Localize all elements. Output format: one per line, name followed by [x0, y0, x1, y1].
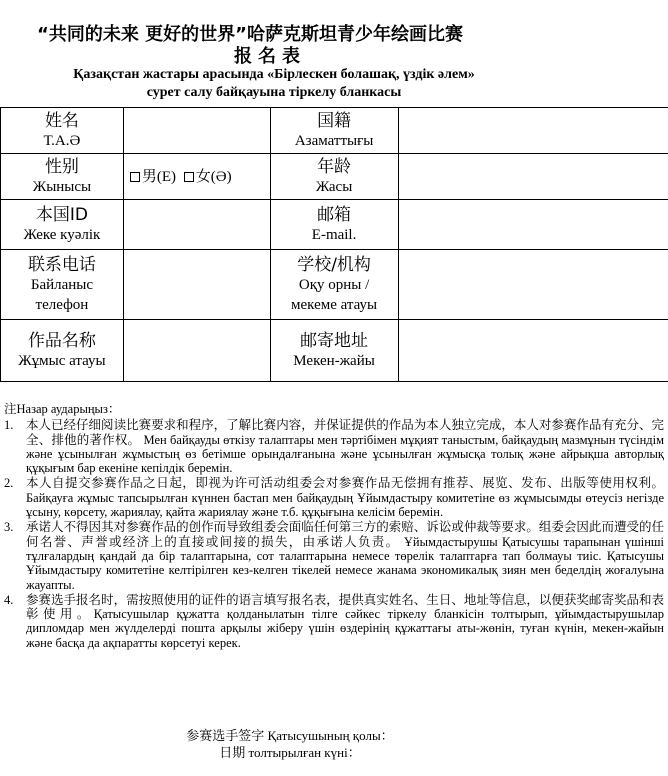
form-subtitle-chinese: 报名表	[234, 46, 306, 67]
registration-table	[0, 107, 668, 382]
label-nationality: 国籍 Азаматтығы	[270, 108, 398, 154]
notes-section	[4, 402, 664, 651]
phone-field[interactable]	[123, 250, 270, 320]
female-option-label: 女(Ə)	[195, 168, 232, 185]
note-item: 3. 承诺人不得因其对参赛作品的创作而导致组委会面临任何第三方的索赔、诉讼或仲裁等要求。组委会因此而遭受的任何名誉、声誉或经济上的直接或间接的损失，由承诺人负责。 Ұйымдастырушы Қатысушы тарапынан үшінші тұлғалардың қандай да бір талаптарына, сот талаптарына немесе төрелік талаптарға тап болмауы тиіс. Қатысушы Ұйымдастыру комитетіне келтірілген кез-келген тікелей немесе жанама экономикалық зиян мен беделдің жоғалуына жауапты.	[4, 520, 664, 592]
label-school: 学校/机构 Оқу орны / мекеме атауы	[270, 250, 398, 320]
id-field[interactable]	[123, 200, 270, 250]
label-id: 本国ID Жеке куәлік	[1, 200, 124, 250]
male-checkbox[interactable]	[130, 172, 140, 182]
note-item: 4. 参赛选手报名时，需按照使用的证件的语言填写报名表，提供真实姓名、生日、地址等信息，以便获奖邮寄奖品和表彰使用。Қатысушылар құжатта қолданылатын тілге сәйкес тіркелу бланкісін толтырып, ұйымдастырушылар дипломдар мен жүлделерді пошта арқылы жіберу үшін өздерінің құжаттағы аты-жөнін, туған күнін, мекен-жайын және басқа да ақпаратты көрсетуі керек.	[4, 592, 664, 650]
date-line: 日期 толтырылған күні：	[219, 745, 361, 760]
age-field[interactable]	[398, 154, 668, 200]
school-field[interactable]	[398, 250, 668, 320]
note-item: 2. 本人自提交参赛作品之日起，即视为许可活动组委会对参赛作品无偿拥有推荐、展览、发布、出版等使用权利。Байқауға жұмыс тапсырылған күннен бастап мен байқаудың Ұйымдастыру комитетіне өз жұмысымды өтеусіз негізде ұсыну, көрсету, жариялау, қайта жариялау және т.б. құқығына келісім беремін.	[4, 476, 664, 520]
name-field[interactable]	[123, 108, 270, 154]
form-title-kazakh: Қазақстан жастары арасында «Бірлескен болашақ, үздік әлем»	[73, 67, 475, 82]
nationality-field[interactable]	[398, 108, 668, 154]
form-title-chinese: “共同的未来 更好的世界”哈萨克斯坦青少年绘画比赛	[37, 24, 463, 45]
form-subtitle-kazakh: сурет салу байқауына тіркелу бланкасы	[146, 85, 402, 100]
label-email: 邮箱 E-mail.	[270, 200, 398, 250]
notes-list	[4, 418, 664, 650]
female-checkbox[interactable]	[184, 172, 194, 182]
notes-heading: 注Назар аударыңыз：	[4, 402, 121, 416]
label-phone: 联系电话 Байланыс телефон	[1, 250, 124, 320]
work-title-field[interactable]	[123, 320, 270, 382]
label-work-title: 作品名称 Жұмыс атауы	[1, 320, 124, 382]
note-item: 1. 本人已经仔细阅读比赛要求和程序，了解比赛内容，并保证提供的作品为本人独立完成，本人对参赛作品有充分、完全、排他的著作权。 Мен байқауды өткізу талаптары мен тәртібімен мұқият таныстым, байқаудың мазмұнын түсіндім және ұсынылған жұмыстың өз бетімше орындалғанына және ұсынылған жұмысқа толық және айрықша авторлық құқығым бар екеніне кепілдік беремін.	[4, 418, 664, 476]
address-field[interactable]	[398, 320, 668, 382]
signature-line: 参赛选手签字 Қатысушының қолы：	[186, 728, 394, 743]
label-name: 姓名 Т.А.Ә	[1, 108, 124, 154]
male-option-label: 男(E)	[141, 168, 177, 185]
gender-field	[123, 154, 270, 200]
label-gender: 性别 Жынысы	[1, 154, 124, 200]
label-address: 邮寄地址 Мекен-жайы	[270, 320, 398, 382]
email-field[interactable]	[398, 200, 668, 250]
label-age: 年龄 Жасы	[270, 154, 398, 200]
